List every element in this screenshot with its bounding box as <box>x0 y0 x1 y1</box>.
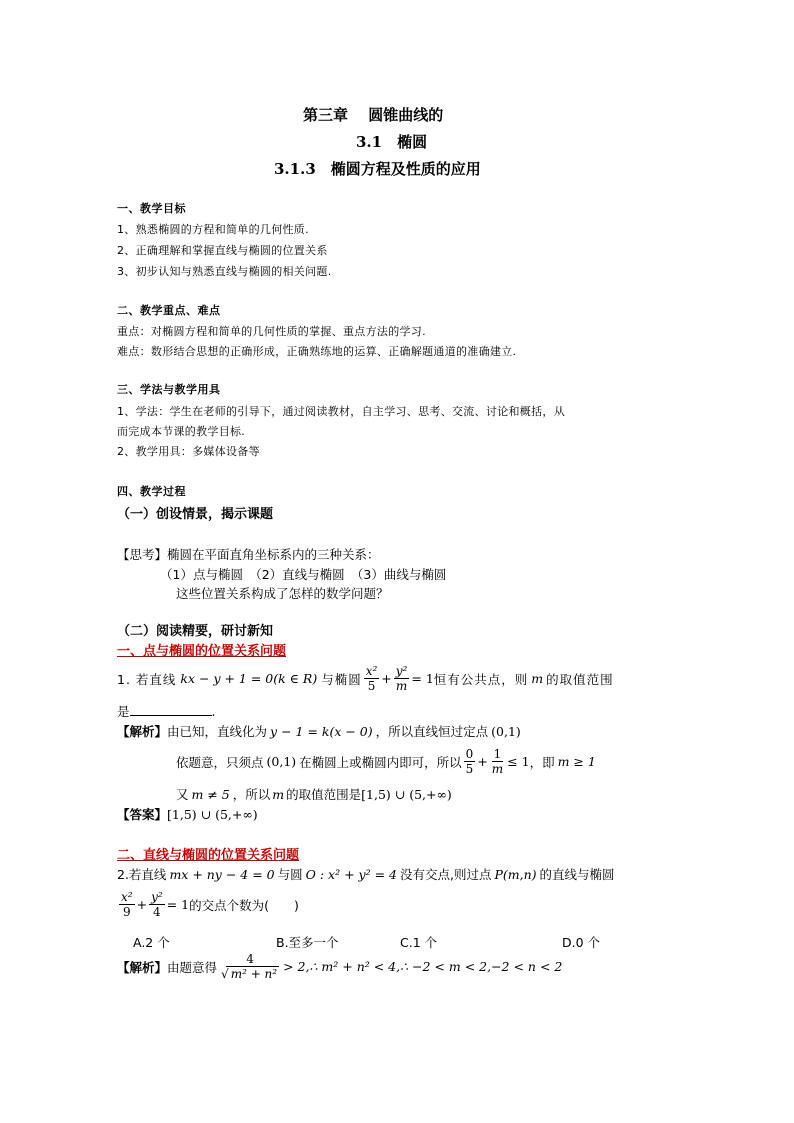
part2-heading: （二）阅读精要，研讨新知 <box>117 624 274 639</box>
fraction-denominator: 4 <box>153 905 161 919</box>
q1-line-eq: kx − y + 1 = 0(k ∈ R) <box>180 671 318 686</box>
q1-mid: 与椭圆 <box>321 671 362 687</box>
option-b: B.至多一个 <box>276 935 339 950</box>
part1-heading: （一）创设情景，揭示课题 <box>117 507 274 522</box>
q2-text: 的交点个数为( ) <box>189 897 299 913</box>
solution-label: 【解析】 <box>117 724 168 739</box>
q2-eq: = 1 <box>166 897 190 912</box>
goals-heading: 一、教学目标 <box>117 202 186 215</box>
sol-text: 由题意得 <box>167 959 218 975</box>
sol1-eq: y − 1 = k(x − 0) <box>270 724 373 739</box>
sol2-point: (0,1) <box>266 754 297 769</box>
difficulty-text: 难点：数形结合思想的正确形成，正确熟练地的运算、正确解题通道的准确建立. <box>117 345 517 358</box>
focus-text: 重点：对椭圆方程和简单的几何性质的掌握、重点方法的学习. <box>117 325 426 338</box>
sol3-m: m <box>272 787 285 802</box>
solution2-line <box>117 952 562 981</box>
sol1-point: (0,1) <box>491 724 521 739</box>
section-title: 3.1 椭圆 <box>356 133 428 151</box>
answer1-line <box>117 805 258 823</box>
answer-value: [1,5) ∪ (5,+∞) <box>167 807 258 822</box>
fraction-denominator: m <box>395 679 408 693</box>
sol2-result: m ≥ 1 <box>557 754 596 769</box>
fraction-denominator: 5 <box>465 762 474 776</box>
sol3-range: [1,5) ∪ (5,+∞) <box>361 787 452 802</box>
q1-line2-text: 是 <box>117 704 130 719</box>
goal-item: 3、初步认知与熟悉直线与椭圆的相关问题. <box>117 265 332 278</box>
think-items: （1）点与椭圆 （2）直线与椭圆 （3）曲线与椭圆 <box>160 567 447 582</box>
q2-line-eq: mx + ny − 4 = 0 <box>169 867 275 882</box>
process-heading: 四、教学过程 <box>117 485 186 498</box>
subsection-title: 3.1.3 椭圆方程及性质的应用 <box>274 160 481 178</box>
think-label: 【思考】 <box>117 547 168 562</box>
solution1-line2: 依题意，只须点 (0,1) 在椭圆上或椭圆内即可，所以 $\frac{0}{5}$ + $\frac{1}{m}$ ≤ 1 ，即 m ≥ 1 <box>176 747 596 776</box>
sol-fraction <box>219 952 281 981</box>
q2-text: 与圆 <box>277 867 303 882</box>
q1-suffix2: 的取值范围 <box>546 671 614 687</box>
methods-line: 而完成本节课的教学目标. <box>117 425 246 438</box>
keypoints-heading: 二、教学重点、难点 <box>117 304 221 317</box>
sol2-fraction <box>464 747 476 776</box>
problem2-heading: 二、直线与椭圆的位置关系问题 <box>117 848 300 863</box>
fraction-denominator: √ m² + n² <box>221 967 278 981</box>
q1-m: m <box>531 671 544 686</box>
fraction-numerator: x² <box>121 890 133 904</box>
q1-fraction <box>364 664 380 693</box>
chapter-title: 第三章 圆锥曲线的 <box>303 106 444 124</box>
q1-prefix: 1. 若直线 <box>117 671 177 687</box>
option-d: D.0 个 <box>562 935 601 950</box>
sol3-cond: m ≠ 5 <box>191 787 230 802</box>
sol3-text: 又 <box>176 787 189 802</box>
goal-item: 1、熟悉椭圆的方程和简单的几何性质. <box>117 223 309 236</box>
q2-text: 的直线与椭圆 <box>539 867 615 882</box>
sol-ineq: > 2,∴ m² + n² < 4,∴ −2 < m < 2,−2 < n < 2 <box>283 959 563 974</box>
q2-fraction <box>119 890 135 919</box>
problem1-question: 1. 若直线 kx − y + 1 = 0(k ∈ R) 与椭圆 $\frac{\text{x²}}{5}$ + $\frac{\text{y²}}{m}$ = 1 恒有公共点，则 m 的取值范围 <box>117 664 614 693</box>
q2-circle-eq: O : x² + y² = 4 <box>305 867 397 882</box>
sol2-text: 在椭圆上或椭圆内即可，所以 <box>299 754 462 770</box>
solution-label: 【解析】 <box>117 959 168 975</box>
sol2-fraction <box>490 747 505 776</box>
fraction-numerator: 4 <box>226 952 274 967</box>
q2-text: 没有交点,则过点 <box>399 867 492 882</box>
sol2-text: ，即 <box>529 754 555 770</box>
sol2-ineq: ≤ 1 <box>507 754 530 769</box>
sqrt-content: m² + n² <box>230 967 278 981</box>
answer-label: 【答案】 <box>117 807 168 822</box>
q1-fraction <box>394 664 410 693</box>
think-question: 这些位置关系构成了怎样的数学问题？ <box>176 586 389 601</box>
sol2-text: 依题意，只须点 <box>176 754 264 770</box>
sol3-text: 的取值范围是 <box>286 787 362 802</box>
fraction-numerator: 1 <box>493 747 502 761</box>
fraction-numerator: 0 <box>465 747 474 761</box>
problem2-question-line2: $\frac{\text{x²}}{9}$ + $\frac{\text{y²}}{4}$ = 1 的交点个数为( ) <box>121 890 299 919</box>
q1-eq: = 1 <box>411 671 434 686</box>
solution1-line1 <box>117 722 521 740</box>
option-a: A.2 个 <box>133 935 170 950</box>
methods-heading: 三、学法与教学用具 <box>117 383 221 396</box>
problem2-question <box>117 865 615 883</box>
fraction-denominator: 9 <box>122 905 131 919</box>
fraction-denominator: 5 <box>367 679 376 693</box>
think-line <box>117 545 380 563</box>
q2-text: 2.若直线 <box>117 867 167 882</box>
fraction-numerator: x² <box>365 664 378 678</box>
fraction-numerator: y² <box>395 664 408 678</box>
fraction-numerator: y² <box>151 890 163 904</box>
q1-line2: 是 . <box>117 704 216 719</box>
goal-item: 2、正确理解和掌握直线与椭圆的位置关系 <box>117 244 328 257</box>
answer-blank <box>130 703 212 716</box>
solution1-line3 <box>176 785 452 803</box>
q2-fraction <box>149 890 165 919</box>
sol1-text: ，所以直线恒过定点 <box>375 724 489 739</box>
problem1-heading: 一、点与椭圆的位置关系问题 <box>117 644 287 659</box>
sol1-text: 由已知，直线化为 <box>167 724 268 739</box>
q2-point: P(m,n) <box>494 867 537 882</box>
q1-suffix: 恒有公共点，则 <box>433 671 529 687</box>
tools-line: 2、教学用具：多媒体设备等 <box>117 445 260 458</box>
think-text: 椭圆在平面直角坐标系内的三种关系： <box>167 547 380 562</box>
option-c: C.1 个 <box>400 935 438 950</box>
sol3-text: ，所以 <box>232 787 271 802</box>
fraction-denominator: m <box>491 762 504 776</box>
methods-line: 1、学法：学生在老师的引导下，通过阅读教材，自主学习、思考、交流、讨论和概括，从 <box>117 405 565 418</box>
